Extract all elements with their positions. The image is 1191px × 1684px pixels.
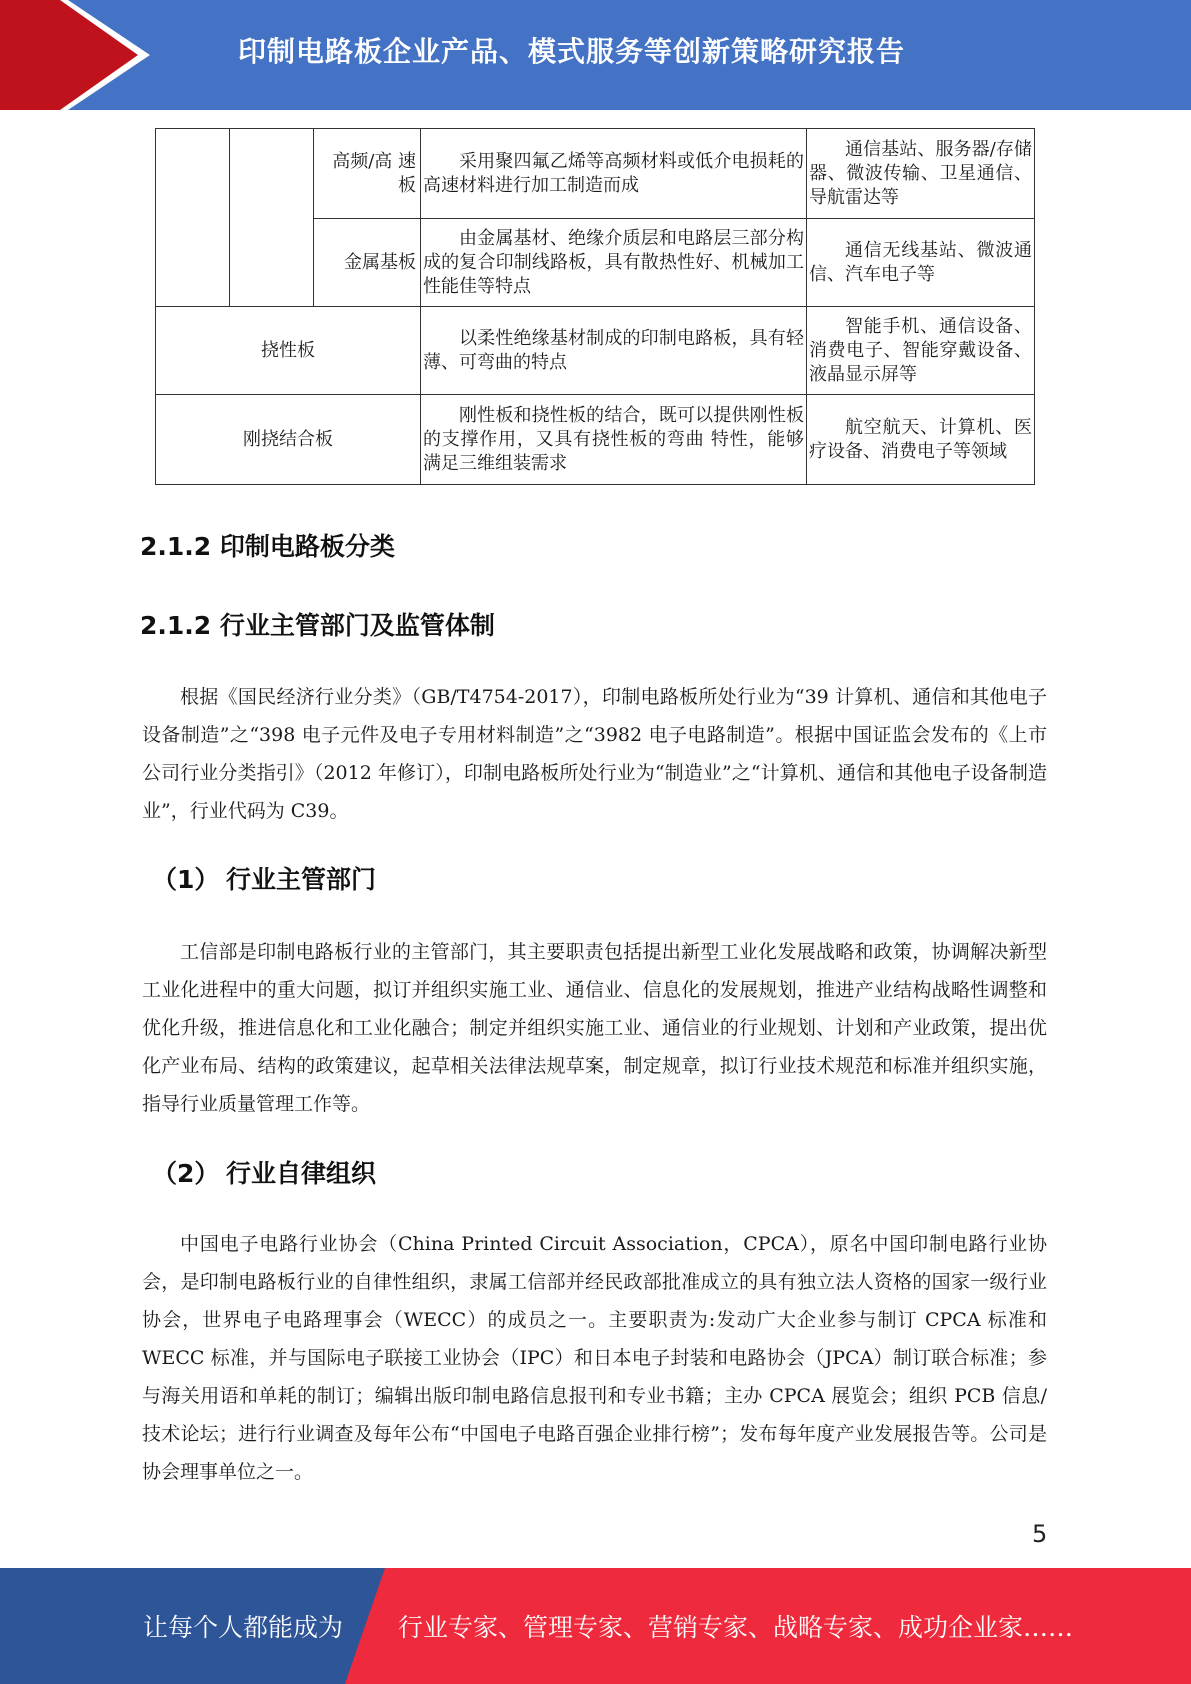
header-banner	[0, 0, 1191, 110]
table-cell-empty	[230, 129, 314, 307]
paragraph-authority: 工信部是印制电路板行业的主管部门，其主要职责包括提出新型工业化发展战略和政策，协调解决新型工业化进程中的重大问题，拟订并组织实施工业、通信业、信息化的发展规划，推进产业结构战略性调整和优化升级，推进信息化和工业化融合；制定并组织实施工业、通信业的行业规划、计划和产业政策，提出优化产业布局、结构的政策建议，起草相关法律法规草案，制定规章，拟订行业技术规范和标准并组织实施，指导行业质量管理工作等。	[142, 941, 1047, 1115]
pcb-classification-table	[155, 128, 1035, 485]
table-cell-type: 金属基板	[314, 219, 421, 307]
table-row	[156, 129, 1035, 219]
table-cell-apps: 通信基站、服务器/存储 器、微波传输、卫星通信、导航雷达等	[807, 129, 1035, 219]
subheading-number: （1）	[152, 865, 220, 894]
subheading-title: 行业自律组织	[226, 1159, 377, 1188]
subheading-number: （2）	[152, 1159, 220, 1188]
table-cell-desc: 刚性板和挠性板的结合，既可以提供刚性板的支撑作用，又具有挠性板的弯曲 特性，能够满足三维组装需求	[421, 395, 807, 485]
table-cell-type: 高频/高 速板	[314, 129, 421, 219]
heading-regulation: 2.1.2 行业主管部门及监管体制	[140, 611, 495, 640]
heading-classification: 2.1.2 印制电路板分类	[140, 532, 395, 561]
table-cell-empty	[156, 129, 230, 307]
table-cell-type: 刚挠结合板	[156, 395, 421, 485]
table-cell-apps: 通信无线基站、微波通 信、汽车电子等	[807, 219, 1035, 307]
footer-slogan-left: 让每个人都能成为	[143, 1613, 344, 1642]
subheading-self-regulation	[152, 1154, 376, 1190]
report-title: 印制电路板企业产品、模式服务等创新策略研究报告	[238, 35, 906, 68]
table-cell-apps: 航空航天、计算机、医 疗设备、消费电子等领域	[807, 395, 1035, 485]
paragraph-regulation: 根据《国民经济行业分类》（GB/T4754-2017），印制电路板所处行业为“39 计算机、通信和其他电子设备制造”之“398 电子元件及电子专用材料制造”之“3982 电子电路制造”。根据中国证监会发布的《上市公司行业分类指引》（2012 年修订），印制电路板所处行业为“制造业”之“计算机、通信和其他电子设备制造业”，行业代码为 C39。	[142, 686, 1047, 822]
subheading-title: 行业主管部门	[226, 865, 377, 894]
footer-slogan-right: 行业专家、管理专家、营销专家、战略专家、成功企业家……	[398, 1613, 1074, 1642]
table-cell-desc: 由金属基材、绝缘介质层和电路层三部分构成的复合印制线路板，具有散热性好、机械加工性能佳等特点	[421, 219, 807, 307]
subheading-authority	[152, 860, 376, 896]
footer-banner	[0, 1568, 1191, 1684]
table-cell-desc: 采用聚四氟乙烯等高频材料或低介电损耗的高速材料进行加工制造而成	[421, 129, 807, 219]
page-number: 5	[1032, 1520, 1048, 1548]
paragraph-self-regulation: 中国电子电路行业协会（China Printed Circuit Association，CPCA），原名中国印制电路行业协会，是印制电路板行业的自律性组织，隶属工信部并经民政部批准成立的具有独立法人资格的国家一级行业协会，世界电子电路理事会（WECC）的成员之一。主要职责为:发动广大企业参与制订 CPCA 标准和 WECC 标准，并与国际电子联接工业协会（IPC）和日本电子封装和电路协会（JPCA）制订联合标准；参与海关用语和单耗的制订；编辑出版印制电路信息报刊和专业书籍；主办 CPCA 展览会；组织 PCB 信息/技术论坛；进行行业调查及每年公布“中国电子电路百强企业排行榜”；发布每年度产业发展报告等。公司是协会理事单位之一。	[142, 1233, 1047, 1483]
table-cell-apps: 智能手机、通信设备、消费电子、智能穿戴设备、液晶显示屏等	[807, 307, 1035, 395]
table-row	[156, 395, 1035, 485]
table-cell-desc: 以柔性绝缘基材制成的印制电路板，具有轻薄、可弯曲的特点	[421, 307, 807, 395]
table-cell-type: 挠性板	[156, 307, 421, 395]
table-row	[156, 307, 1035, 395]
header-arrow-icon	[0, 0, 160, 110]
